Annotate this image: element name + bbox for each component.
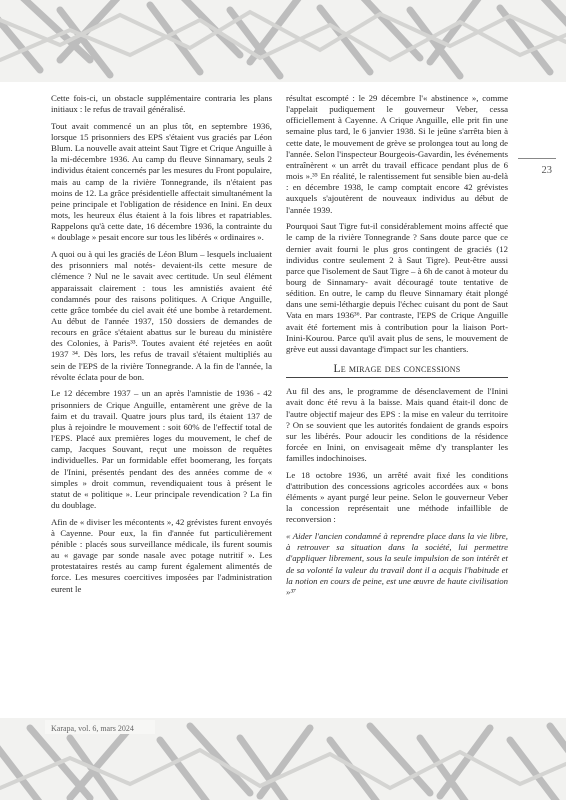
- paragraph: Pourquoi Saut Tigre fut-il considérablement moins affecté que le camp de la rivière Tonnegrande ? Sans doute parce que ce dernier avait fourni le plus gros contingent de graciés (12 individus contre seulement 2 à Saut Tigre). Peut-être aussi parce que l'isolement de Saut Tigre – à 6h de canot à moteur du bourg de Sinnamary- avait découragé toute tentative de sédition. En outre, le camp du fleuve Sinnamary était plongé dans une semi-léthargie depuis l'échec cuisant du pont de Saut Vata en mars 1936³⁶. Par contraste, l'EPS de Crique Anguille avait été fortement mis à contribution pour la liaison Port-Inini-Kourou. Parce qu'il avait plus de sens, le mouvement de grève eut aussi davantage d'impact sur les chantiers.: [286, 221, 508, 354]
- paragraph: résultat escompté : le 29 décembre l'« abstinence », comme l'appelait pudiquement le gouverneur Veber, cessa officiellement à Cayenne. A Crique Anguille, elle prit fin une semaine plus tard, le 6 janvier 1938. Si le jeûne s'arrêta bien à cette date, le mouvement de grève se prolongea tout au long de l'année. Selon l'inspecteur Bourgeois-Gavardin, les événements entraînèrent « un arrêt du travail efficace pendant plus de 6 mois ».³⁵ En réalité, le ralentissement fut sensible bien au-delà : en décembre 1938, le camp comptait encore 42 grévistes auxquels s'ajoutèrent de nouveaux individus au début de l'année 1939.: [286, 93, 508, 215]
- paragraph: Afin de « diviser les mécontents », 42 grévistes furent envoyés à Cayenne. Pour eux, la fin d'année fut particulièrement pénible : placés sous surveillance médicale, ils furent soumis au « gavage par sonde nasale avec potage nutritif ». Les protestataires restés au camp furent également alimentés de force. Les mesures coercitives imposées par l'administration eurent le: [51, 516, 272, 594]
- right-column: [286, 93, 508, 598]
- footer-text: Karapa, vol. 6, mars 2024: [51, 724, 134, 733]
- paragraph: Le 12 décembre 1937 – un an après l'amnistie de 1936 - 42 prisonniers de Crique Anguille, entamèrent une grève de la faim et du travail. Quatre jours plus tard, ils étaient 137 de plus à rejoindre le mouvement : soit 60% de l'effectif total de l'EPS. Placé aux premières loges du mouvement, le chef de camp, Jacques Souvant, reçut une moisson de requêtes individuelles. Par un formidable effet boomerang, les forçats de l'Inini, présentés pendant des des années comme de « simples » droit commun, revendiquaient tous à présent le statut de « politique ». Leur principale revendication ? La fin du doublage.: [51, 388, 272, 510]
- paragraph: Au fil des ans, le programme de désenclavement de l'Inini avait donc été revu à la baisse. Mais quand était-il donc de l'autre objectif majeur des EPS : la mise en valeur du territoire ? On se souvient que les autorités fondaient de grands espoirs sur les libérés. Pour adoucir les conditions de la résidence forcée en Inini, on envisageait même d'y transplanter les familles indochinoises.: [286, 386, 508, 464]
- paragraph: Le 18 octobre 1936, un arrêté avait fixé les conditions d'attribution des concessions agricoles accordées aux « bons éléments » ayant purgé leur peine. Selon le gouverneur Veber la concession représentait une méthode infaillible de reconversion :: [286, 469, 508, 525]
- page-number: 23: [541, 165, 552, 176]
- top-decorative-band: [0, 0, 566, 82]
- page-number-rule: [518, 158, 556, 159]
- paragraph: A quoi ou à qui les graciés de Léon Blum – lesquels incluaient des prisonniers mal notés- devaient-ils cette mesure de clémence ? Nul ne le savait avec certitude. Un seul élément apparaissait clairement : tous les amnistiés avaient été condamnés pour des raisons politiques. A Crique Anguille, cette grâce tombée du ciel avait été une bombe à retardement. Au début de l'année 1937, 150 dossiers de demandes de recours en grâce s'étaient abattus sur le bureau du ministère des Colonies, à Paris³³. Toutes avaient été rejetées en août 1937 ³⁴. Dès lors, les refus de travail s'étaient multipliés au sein de l'EPS de la rivière Tonnegrande. A la fin de l'année, la révolte éclata pour de bon.: [51, 249, 272, 382]
- section-title: Le mirage des concessions: [286, 364, 508, 378]
- block-quote: « Aider l'ancien condamné à reprendre place dans la vie libre, à retrouver sa situation dans la société, lui permettre d'appliquer librement, sous la seule impulsion de son intérêt et de sa volonté la valeur du travail dont il a acquis l'habitude et la notion en cours de peine, est une œuvre de haute civilisation »³⁷: [286, 531, 508, 597]
- paragraph: Tout avait commencé un an plus tôt, en septembre 1936, lorsque 15 prisonniers des EPS s'étaient vus graciés par Léon Blum. La nouvelle avait atteint Saut Tigre et Crique Anguille à la mi-décembre 1936. Au camp du fleuve Sinnamary, seuls 2 individus étaient concernés par les mesures du Front populaire, mais au camp de la rivière Tonnegrande, ils n'étaient pas moins de 12. La grâce présidentielle affectait simultanément la peine principale et l'obligation de résidence en Inini. En deux mots, les heureux élus étaient à la fois libres et rapatriables. Rappelons qu'à cette date, 16 décembre 1936, la contrainte du « doublage » pesait encore sur tous les libérés « ordinaires ».: [51, 120, 272, 243]
- top-pattern: [0, 0, 566, 82]
- left-column: [51, 93, 272, 595]
- paragraph: Cette fois-ci, un obstacle supplémentaire contraria les plans initiaux : le refus de travail généralisé.: [51, 93, 272, 115]
